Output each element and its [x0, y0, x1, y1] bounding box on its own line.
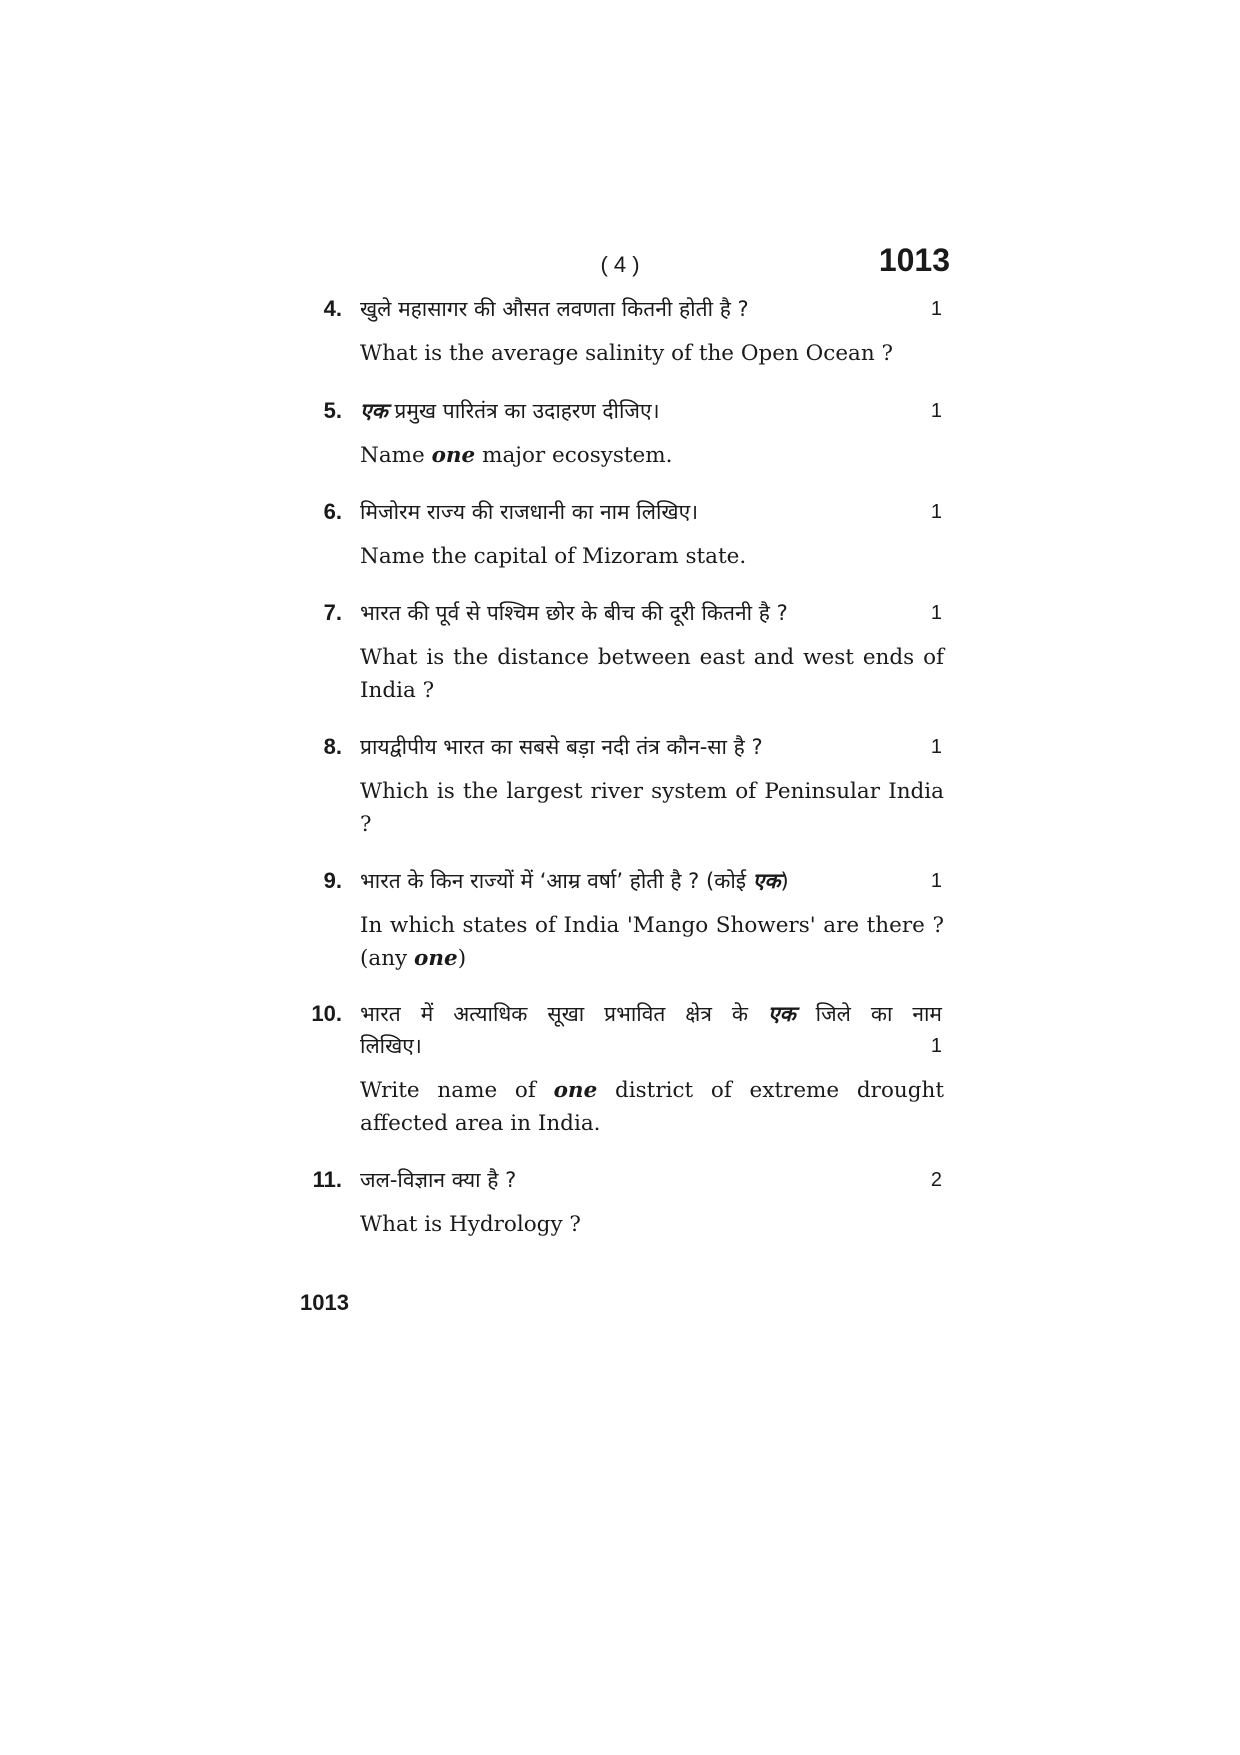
- emphasis: one: [414, 946, 458, 971]
- paper-code-header: 1013: [878, 242, 950, 278]
- question-number: 9.: [323, 868, 342, 893]
- question-hindi-text: जिले का नाम: [795, 1002, 942, 1026]
- emphasis: एक: [752, 869, 781, 893]
- emphasis: one: [431, 443, 476, 468]
- question-english: [360, 909, 944, 975]
- paper-code-footer: 1013: [300, 1290, 349, 1315]
- question-english: What is Hydrology ?: [360, 1212, 581, 1237]
- question-number: 10.: [311, 1001, 342, 1026]
- question-number: 11.: [312, 1167, 342, 1192]
- question-marks: 1: [930, 602, 942, 624]
- question-marks: 1: [930, 736, 942, 758]
- question-number: 8.: [323, 734, 342, 759]
- question-number: 4.: [323, 296, 342, 321]
- emphasis: एक: [767, 1002, 796, 1026]
- question-hindi: मिजोरम राज्य की राजधानी का नाम लिखिए।: [360, 500, 699, 524]
- question-hindi-text: भारत में अत्याधिक सूखा प्रभावित क्षेत्र के: [360, 1002, 768, 1026]
- question-hindi: भारत की पूर्व से पश्चिम छोर के बीच की दूरी कितनी है ?: [360, 601, 788, 625]
- question-hindi-text: भारत के किन राज्यों में ‘आम्र वर्षा’ होती है ? (कोई: [360, 869, 753, 893]
- question-marks: 1: [930, 501, 942, 523]
- english-text: major ecosystem.: [475, 443, 673, 468]
- question-hindi-text: प्रमुख पारितंत्र का उदाहरण दीजिए।: [387, 399, 660, 423]
- question-english: What is the average salinity of the Open Ocean ?: [360, 341, 894, 366]
- question-english: [360, 439, 944, 472]
- question-hindi: प्रायद्वीपीय भारत का सबसे बड़ा नदी तंत्र कौन-सा है ?: [360, 735, 763, 759]
- english-text: Name: [360, 443, 432, 468]
- question-marks: 1: [930, 870, 942, 892]
- question-english: [360, 1074, 944, 1140]
- english-text: In which states of India 'Mango Showers' are there ? (any: [360, 913, 944, 971]
- question-number: 5.: [323, 398, 342, 423]
- question-hindi: [360, 865, 920, 897]
- question-number: 6.: [323, 499, 342, 524]
- question-number: 7.: [323, 600, 342, 625]
- emphasis: एक: [360, 399, 388, 423]
- question-hindi: [360, 998, 942, 1030]
- question-marks: 1: [930, 1035, 942, 1057]
- question-hindi: खुले महासागर की औसत लवणता कितनी होती है ?: [360, 297, 749, 321]
- question-marks: 1: [930, 400, 942, 422]
- page-number: ( 4 ): [600, 252, 640, 277]
- english-text: ): [457, 946, 467, 971]
- question-marks: 1: [930, 298, 942, 320]
- question-marks: 2: [930, 1169, 942, 1191]
- emphasis: one: [553, 1078, 598, 1103]
- question-english: Name the capital of Mizoram state.: [360, 544, 747, 569]
- question-hindi-line2: लिखिए।: [360, 1034, 422, 1058]
- question-english: Which is the largest river system of Peninsular India ?: [360, 779, 944, 837]
- question-english: What is the distance between east and west ends of India ?: [360, 645, 944, 703]
- question-hindi-text: ): [780, 869, 789, 893]
- english-text: district of extreme drought affected area in India.: [360, 1078, 944, 1136]
- question-hindi: जल-विज्ञान क्या है ?: [360, 1168, 517, 1192]
- english-text: Write name of: [360, 1078, 554, 1103]
- question-hindi: [360, 395, 920, 427]
